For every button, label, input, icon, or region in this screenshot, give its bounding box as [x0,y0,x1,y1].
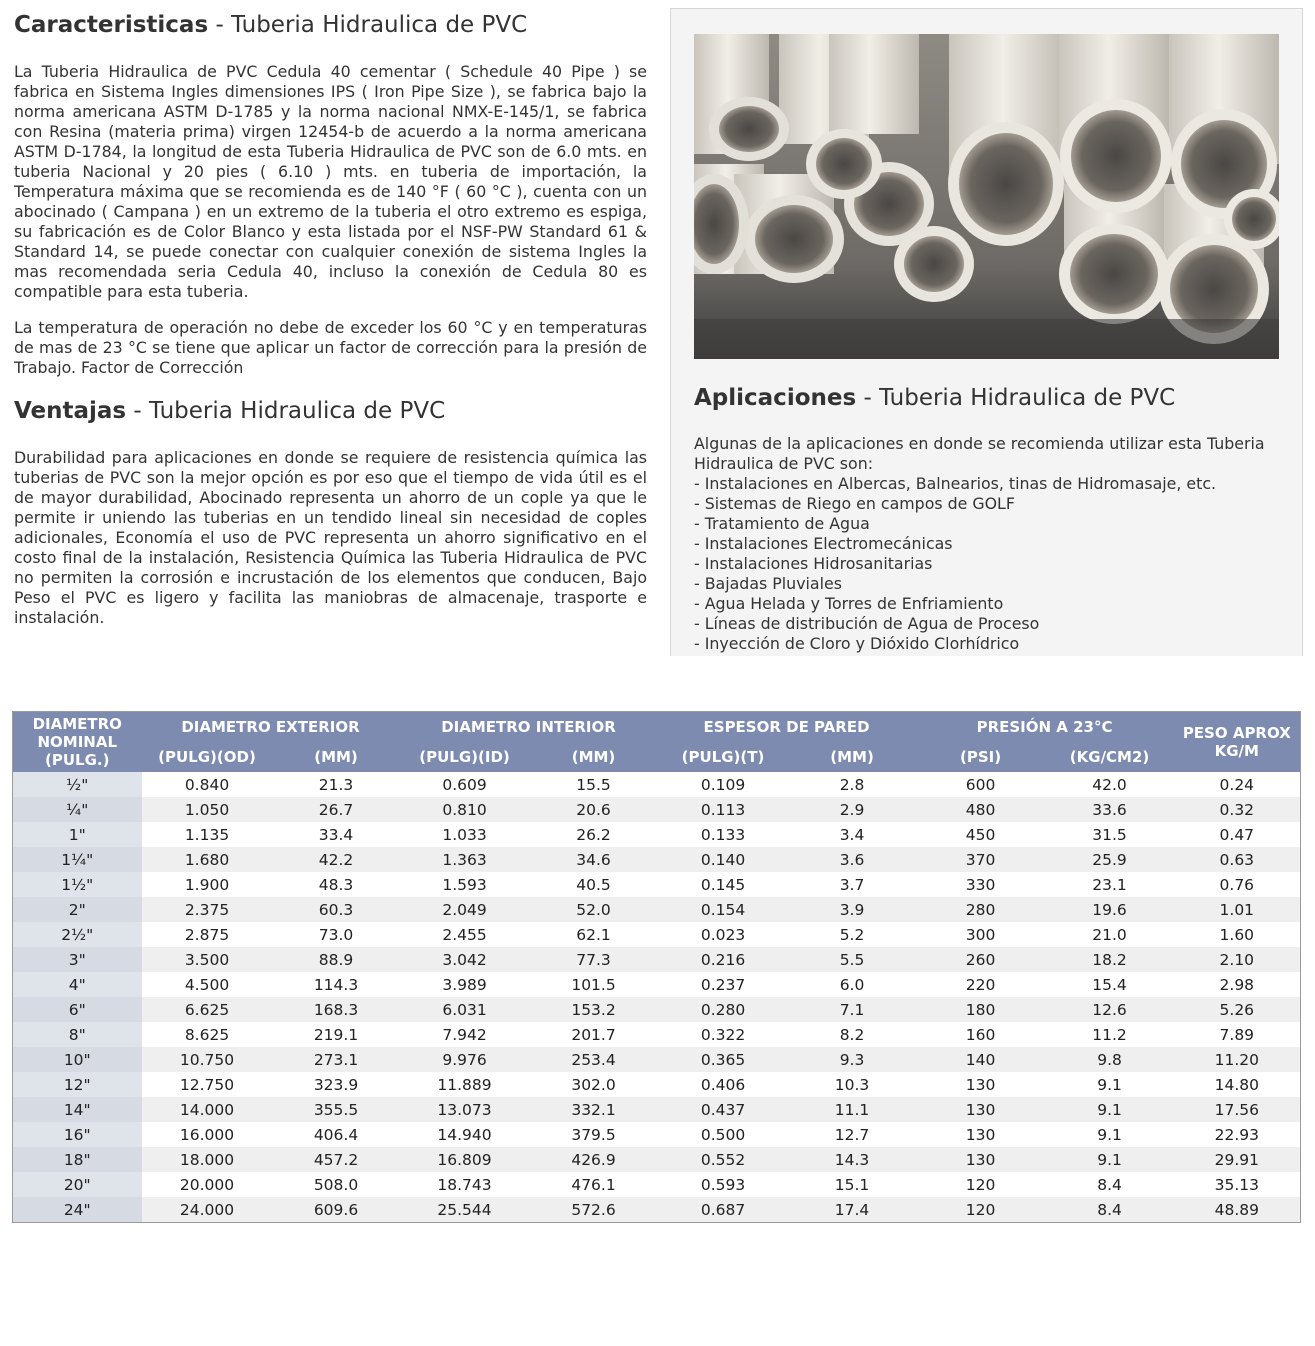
table-cell: 273.1 [273,1047,400,1072]
table-cell: 26.7 [273,797,400,822]
table-cell: 0.593 [658,1172,789,1197]
table-cell: 24.000 [142,1197,273,1223]
table-cell: 0.237 [658,972,789,997]
table-cell: 1.033 [400,822,530,847]
nominal-size-cell: 1¼" [13,847,142,872]
table-cell: 40.5 [530,872,658,897]
table-cell: 5.2 [789,922,916,947]
table-cell: 10.3 [789,1072,916,1097]
table-cell: 370 [916,847,1046,872]
aplicaciones-panel [670,8,1303,656]
caracteristicas-paragraph-2: La temperatura de operación no debe de exceder los 60 °C y en temperaturas de mas de 23 °C se tiene que aplicar un factor de corrección para la presión de Trabajo. Factor de Corrección [14,318,647,377]
header-espesor: ESPESOR DE PARED [658,712,916,743]
table-cell: 3.4 [789,822,916,847]
table-cell: 260 [916,947,1046,972]
subheader-cell: (PULG)(T) [658,742,789,772]
table-cell: 1.01 [1174,897,1301,922]
list-item: - Sistemas de Riego en campos de GOLF [694,494,1015,513]
table-cell: 426.9 [530,1147,658,1172]
header-peso-line: PESO APROX [1182,724,1291,742]
table-cell: 20.6 [530,797,658,822]
table-cell: 12.750 [142,1072,273,1097]
table-cell: 17.56 [1174,1097,1301,1122]
table-cell: 0.500 [658,1122,789,1147]
subheader-row [13,742,1301,772]
table-row [13,997,1301,1022]
list-item: - Instalaciones Hidrosanitarias [694,554,933,573]
table-cell: 600 [916,772,1046,797]
table-cell: 42.0 [1046,772,1174,797]
nominal-size-cell: 20" [13,1172,142,1197]
table-cell: 114.3 [273,972,400,997]
table-cell: 13.073 [400,1097,530,1122]
table-cell: 19.6 [1046,897,1174,922]
table-cell: 0.810 [400,797,530,822]
table-cell: 14.940 [400,1122,530,1147]
table-cell: 34.6 [530,847,658,872]
aplicaciones-title [694,381,1294,415]
table-cell: 1.593 [400,872,530,897]
left-column [14,8,647,628]
table-cell: 302.0 [530,1072,658,1097]
list-item: - Agua Helada y Torres de Enfriamiento [694,594,1004,613]
table-cell: 0.280 [658,997,789,1022]
table-cell: 101.5 [530,972,658,997]
table-cell: 10.750 [142,1047,273,1072]
table-cell: 0.609 [400,772,530,797]
nominal-size-cell: 14" [13,1097,142,1122]
caracteristicas-title-rest: - Tuberia Hidraulica de PVC [208,12,528,38]
table-row [13,847,1301,872]
table-cell: 20.000 [142,1172,273,1197]
nominal-size-cell: 1" [13,822,142,847]
table-cell: 15.1 [789,1172,916,1197]
table-cell: 5.26 [1174,997,1301,1022]
aplicaciones-intro: Algunas de la aplicaciones en donde se recomienda utilizar esta Tuberia Hidraulica de PVC son: [694,434,1265,473]
table-cell: 120 [916,1197,1046,1223]
table-cell: 0.154 [658,897,789,922]
table-cell: 0.24 [1174,772,1301,797]
table-cell: 18.2 [1046,947,1174,972]
table-cell: 62.1 [530,922,658,947]
table-cell: 25.544 [400,1197,530,1223]
list-item: - Instalaciones en Albercas, Balnearios, tinas de Hidromasaje, etc. [694,474,1217,493]
nominal-size-cell: 3" [13,947,142,972]
nominal-size-cell: 24" [13,1197,142,1223]
table-cell: 0.322 [658,1022,789,1047]
subheader-cell: (PULG)(ID) [400,742,530,772]
table-cell: 16.809 [400,1147,530,1172]
table-cell: 0.840 [142,772,273,797]
table-row [13,1022,1301,1047]
list-item: - Líneas de distribución de Agua de Proceso [694,614,1040,633]
table-cell: 15.4 [1046,972,1174,997]
table-cell: 15.5 [530,772,658,797]
table-row [13,1172,1301,1197]
list-item: - Inyección de Cloro y Dióxido Clorhídrico [694,634,1020,653]
table-cell: 2.875 [142,922,273,947]
table-cell: 9.1 [1046,1072,1174,1097]
table-cell: 9.8 [1046,1047,1174,1072]
table-cell: 48.89 [1174,1197,1301,1223]
header-nominal-line: (PULG.) [45,751,110,769]
table-row [13,1097,1301,1122]
table-cell: 2.049 [400,897,530,922]
table-cell: 6.031 [400,997,530,1022]
table-cell: 0.140 [658,847,789,872]
nominal-size-cell: 8" [13,1022,142,1047]
table-cell: 17.4 [789,1197,916,1223]
nominal-size-cell: ¼" [13,797,142,822]
table-row [13,972,1301,997]
table-cell: 130 [916,1072,1046,1097]
list-item: - Bajadas Pluviales [694,574,842,593]
subheader-cell: (MM) [789,742,916,772]
table-cell: 1.363 [400,847,530,872]
table-cell: 323.9 [273,1072,400,1097]
table-cell: 7.942 [400,1022,530,1047]
table-cell: 14.80 [1174,1072,1301,1097]
table-cell: 253.4 [530,1047,658,1072]
table-cell: 11.1 [789,1097,916,1122]
table-cell: 406.4 [273,1122,400,1147]
table-cell: 476.1 [530,1172,658,1197]
table-cell: 0.76 [1174,872,1301,897]
table-cell: 3.989 [400,972,530,997]
table-cell: 25.9 [1046,847,1174,872]
aplicaciones-title-strong: Aplicaciones [694,385,857,411]
table-cell: 6.625 [142,997,273,1022]
table-row [13,797,1301,822]
table-cell: 9.1 [1046,1147,1174,1172]
table-cell: 1.135 [142,822,273,847]
table-cell: 2.455 [400,922,530,947]
table-cell: 6.0 [789,972,916,997]
header-nominal [13,712,142,773]
table-cell: 140 [916,1047,1046,1072]
nominal-size-cell: 2" [13,897,142,922]
table-cell: 0.133 [658,822,789,847]
table-cell: 0.437 [658,1097,789,1122]
nominal-size-cell: 6" [13,997,142,1022]
table-cell: 3.9 [789,897,916,922]
table-cell: 0.109 [658,772,789,797]
table-row [13,1072,1301,1097]
subheader-cell: (MM) [530,742,658,772]
table-cell: 1.60 [1174,922,1301,947]
header-peso-line: KG/M [1214,742,1259,760]
table-cell: 300 [916,922,1046,947]
table-row [13,872,1301,897]
table-row [13,1047,1301,1072]
table-cell: 0.687 [658,1197,789,1223]
table-cell: 2.8 [789,772,916,797]
nominal-size-cell: 12" [13,1072,142,1097]
table-cell: 48.3 [273,872,400,897]
table-cell: 2.9 [789,797,916,822]
table-cell: 7.89 [1174,1022,1301,1047]
header-presion: PRESIÓN A 23°C [916,712,1174,743]
table-cell: 42.2 [273,847,400,872]
ventajas-paragraph: Durabilidad para aplicaciones en donde se requiere de resistencia química las tuberias de PVC son la mejor opción es por eso que el tiempo de vida útil es el de mayor durabilidad, Abocinado representa un ahorro de un cople ya que le permite ir uniendo las tuberias en un tendido lineal sin necesidad de coples adicionales, Economía el uso de PVC representa un ahorro significativo en el costo final de la instalación, Resistencia Química las Tuberia Hidraulica de PVC no permiten la corrosión e incrustación de los elementos que conducen, Bajo Peso el PVC es ligero y facilita las maniobras de almacenaje, trasporte e instalación. [14,448,647,627]
table-cell: 2.375 [142,897,273,922]
table-cell: 7.1 [789,997,916,1022]
table-cell: 29.91 [1174,1147,1301,1172]
table-cell: 0.32 [1174,797,1301,822]
table-cell: 0.145 [658,872,789,897]
spec-table [12,711,1301,1223]
table-cell: 457.2 [273,1147,400,1172]
table-cell: 160 [916,1022,1046,1047]
table-cell: 0.113 [658,797,789,822]
table-cell: 9.976 [400,1047,530,1072]
table-cell: 355.5 [273,1097,400,1122]
table-cell: 0.216 [658,947,789,972]
table-row [13,947,1301,972]
aplicaciones-content [694,434,1294,654]
list-item: - Instalaciones Electromecánicas [694,534,953,553]
table-cell: 609.6 [273,1197,400,1223]
nominal-size-cell: 18" [13,1147,142,1172]
table-cell: 153.2 [530,997,658,1022]
table-cell: 0.406 [658,1072,789,1097]
table-cell: 2.10 [1174,947,1301,972]
header-nominal-line: NOMINAL [37,733,118,751]
aplicaciones-title-rest: - Tuberia Hidraulica de PVC [856,385,1176,411]
header-exterior: DIAMETRO EXTERIOR [142,712,400,743]
table-cell: 130 [916,1097,1046,1122]
table-row [13,772,1301,797]
pvc-pipes-photo [694,34,1279,359]
table-cell: 0.552 [658,1147,789,1172]
table-cell: 219.1 [273,1022,400,1047]
table-cell: 18.743 [400,1172,530,1197]
table-cell: 11.889 [400,1072,530,1097]
table-cell: 4.500 [142,972,273,997]
table-cell: 12.6 [1046,997,1174,1022]
caracteristicas-title [14,8,647,42]
table-cell: 120 [916,1172,1046,1197]
table-cell: 14.3 [789,1147,916,1172]
table-cell: 26.2 [530,822,658,847]
table-cell: 12.7 [789,1122,916,1147]
caracteristicas-title-strong: Caracteristicas [14,12,209,38]
table-cell: 220 [916,972,1046,997]
table-cell: 168.3 [273,997,400,1022]
table-cell: 0.365 [658,1047,789,1072]
table-cell: 14.000 [142,1097,273,1122]
nominal-size-cell: ½" [13,772,142,797]
table-row [13,1147,1301,1172]
table-cell: 77.3 [530,947,658,972]
table-cell: 8.2 [789,1022,916,1047]
table-cell: 332.1 [530,1097,658,1122]
caracteristicas-paragraph-1: La Tuberia Hidraulica de PVC Cedula 40 cementar ( Schedule 40 Pipe ) se fabrica en Sistema Ingles dimensiones IPS ( Iron Pipe Size ), se fabrica bajo la norma americana ASTM D-1785 y la norma nacional NMX-E-145/1, se fabrica con Resina (materia prima) virgen 12454-b de acuerdo a la norma americana ASTM D-1784, la longitud de esta Tuberia Hidraulica de PVC son de 6.0 mts. en tuberia Nacional y 20 pies ( 6.10 ) mts. en tuberia de importación, la Temperatura máxima que se recomienda es de 140 °F ( 60 °C ), cuenta con un abocinado ( Campana ) en un extremo de la tuberia el otro extremo es espiga, su fabricación es de Color Blanco y esta listada por el NSF-PW Standard 61 & Standard 14, se puede conectar con cualquier conexión de sistema Ingles la mas recomendada seria Cedula 40, incluso la conexión de Cedula 80 es compatible para esta tuberia. [14,62,647,301]
table-cell: 0.023 [658,922,789,947]
table-cell: 1.680 [142,847,273,872]
ventajas-title [14,394,647,428]
subheader-cell: (PSI) [916,742,1046,772]
table-cell: 3.042 [400,947,530,972]
table-row [13,897,1301,922]
table-cell: 18.000 [142,1147,273,1172]
table-row [13,1122,1301,1147]
table-cell: 9.3 [789,1047,916,1072]
ventajas-title-rest: - Tuberia Hidraulica de PVC [126,398,446,424]
table-cell: 450 [916,822,1046,847]
table-cell: 9.1 [1046,1097,1174,1122]
table-cell: 21.3 [273,772,400,797]
table-cell: 480 [916,797,1046,822]
table-cell: 33.6 [1046,797,1174,822]
table-cell: 22.93 [1174,1122,1301,1147]
table-cell: 23.1 [1046,872,1174,897]
table-cell: 130 [916,1122,1046,1147]
table-cell: 0.63 [1174,847,1301,872]
table-cell: 5.5 [789,947,916,972]
table-cell: 2.98 [1174,972,1301,997]
table-cell: 73.0 [273,922,400,947]
table-cell: 8.625 [142,1022,273,1047]
table-cell: 9.1 [1046,1122,1174,1147]
subheader-cell: (PULG)(OD) [142,742,273,772]
ventajas-title-strong: Ventajas [14,398,127,424]
table-cell: 572.6 [530,1197,658,1223]
table-cell: 52.0 [530,897,658,922]
nominal-size-cell: 16" [13,1122,142,1147]
header-peso [1174,712,1301,773]
table-cell: 31.5 [1046,822,1174,847]
table-cell: 88.9 [273,947,400,972]
subheader-cell: (MM) [273,742,400,772]
table-cell: 16.000 [142,1122,273,1147]
table-cell: 280 [916,897,1046,922]
table-cell: 11.20 [1174,1047,1301,1072]
aplicaciones-list [694,474,1294,654]
table-row [13,1197,1301,1223]
table-cell: 1.900 [142,872,273,897]
nominal-size-cell: 1½" [13,872,142,897]
table-cell: 33.4 [273,822,400,847]
header-nominal-line: DIAMETRO [32,715,122,733]
table-row [13,822,1301,847]
header-interior: DIAMETRO INTERIOR [400,712,658,743]
table-cell: 8.4 [1046,1172,1174,1197]
table-cell: 180 [916,997,1046,1022]
list-item: - Tratamiento de Agua [694,514,870,533]
nominal-size-cell: 2½" [13,922,142,947]
table-cell: 21.0 [1046,922,1174,947]
table-cell: 508.0 [273,1172,400,1197]
nominal-size-cell: 4" [13,972,142,997]
table-header [13,712,1301,773]
table-cell: 330 [916,872,1046,897]
table-cell: 0.47 [1174,822,1301,847]
table-cell: 8.4 [1046,1197,1174,1223]
table-row [13,922,1301,947]
table-cell: 3.6 [789,847,916,872]
table-body [13,772,1301,1223]
table-cell: 379.5 [530,1122,658,1147]
table-cell: 11.2 [1046,1022,1174,1047]
table-cell: 130 [916,1147,1046,1172]
table-cell: 35.13 [1174,1172,1301,1197]
table-cell: 60.3 [273,897,400,922]
nominal-size-cell: 10" [13,1047,142,1072]
table-cell: 3.7 [789,872,916,897]
table-cell: 201.7 [530,1022,658,1047]
table-cell: 1.050 [142,797,273,822]
table-cell: 3.500 [142,947,273,972]
subheader-cell: (KG/CM2) [1046,742,1174,772]
